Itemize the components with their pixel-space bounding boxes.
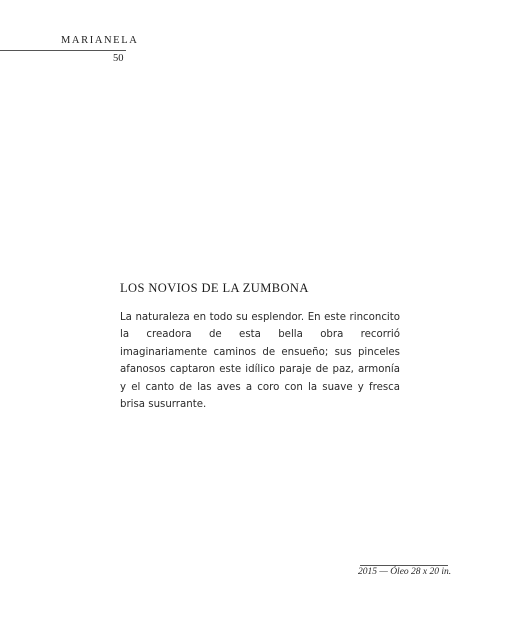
caption-divider — [360, 565, 448, 566]
header-divider — [0, 50, 126, 51]
running-title: MARIANELA — [61, 35, 139, 46]
artwork-caption: 2015 — Óleo 28 x 20 in. — [358, 567, 452, 577]
page-number: 50 — [113, 53, 124, 64]
artwork-description: La naturaleza en todo su esplendor. En este rinconcito la creadora de esta bella obra recorrió imaginariamente caminos de ensueño; sus pinceles afanosos captaron este idílico paraje de paz, armonía y el canto de las aves a coro con la suave y fresca brisa susurrante. — [120, 312, 400, 411]
artwork-title: LOS NOVIOS DE LA ZUMBONA — [120, 281, 309, 295]
